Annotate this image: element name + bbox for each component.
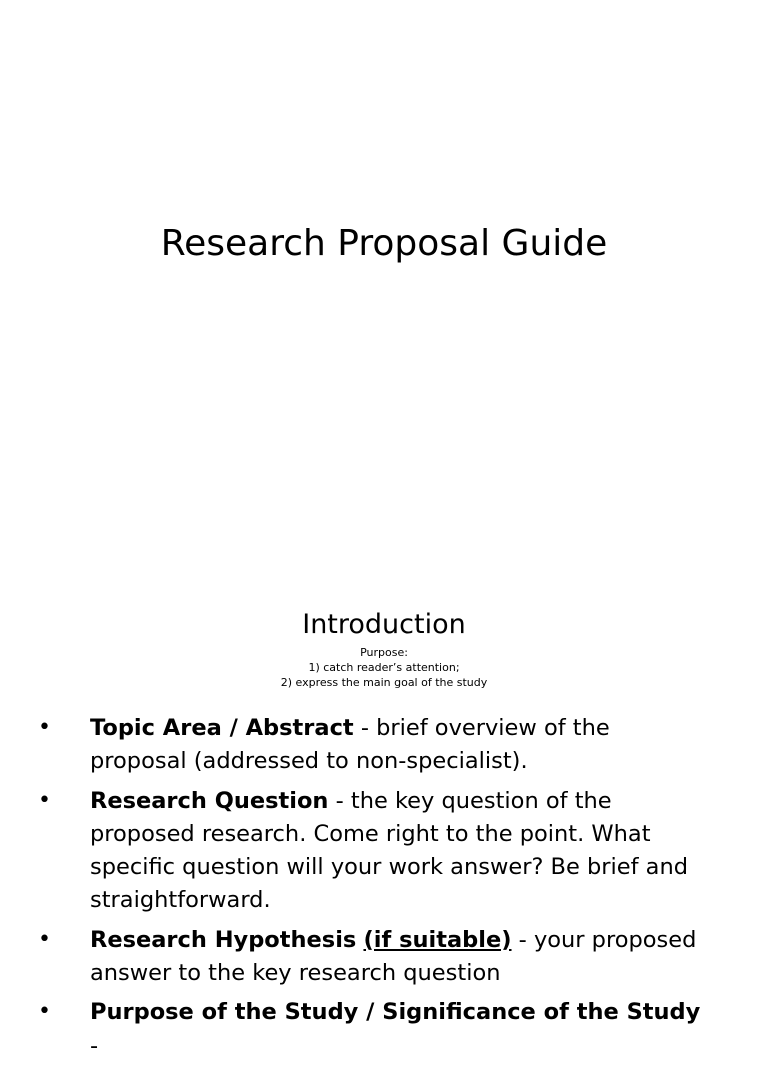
bullet-note: (if suitable) [363,926,512,953]
purpose-block [0,645,768,690]
bullet-text: - your proposed answer to the key research question [90,926,697,987]
list-item [0,712,768,779]
bullet-icon: • [38,787,51,813]
bullet-term: Purpose of the Study / Significance of the Study [90,999,701,1026]
bullet-text: - the key question of the proposed research. Come right to the point. What specific question will your work answer? Be brief and straightforward. [90,787,688,914]
slide-title: Research Proposal Guide [160,223,608,264]
list-item [0,785,768,918]
purpose-item: 2) express the main goal of the study [280,676,488,689]
bullet-text: - [90,1032,99,1059]
purpose-item: 1) catch reader’s attention; [308,661,460,674]
bullet-term: Research Question [90,787,329,814]
bullet-list [0,712,768,1069]
bullet-term: Topic Area / Abstract [90,715,354,741]
bullet-icon: • [38,999,51,1025]
bullet-term: Research Hypothesis [90,926,357,953]
section-title: Introduction [302,609,466,640]
bullet-icon: • [38,715,51,740]
list-item [0,996,768,1063]
purpose-heading: Purpose: [360,646,408,659]
bullet-icon: • [38,926,51,952]
bullet-text: - brief overview of the proposal (addressed to non-specialist). [90,715,610,775]
list-item [0,924,768,991]
